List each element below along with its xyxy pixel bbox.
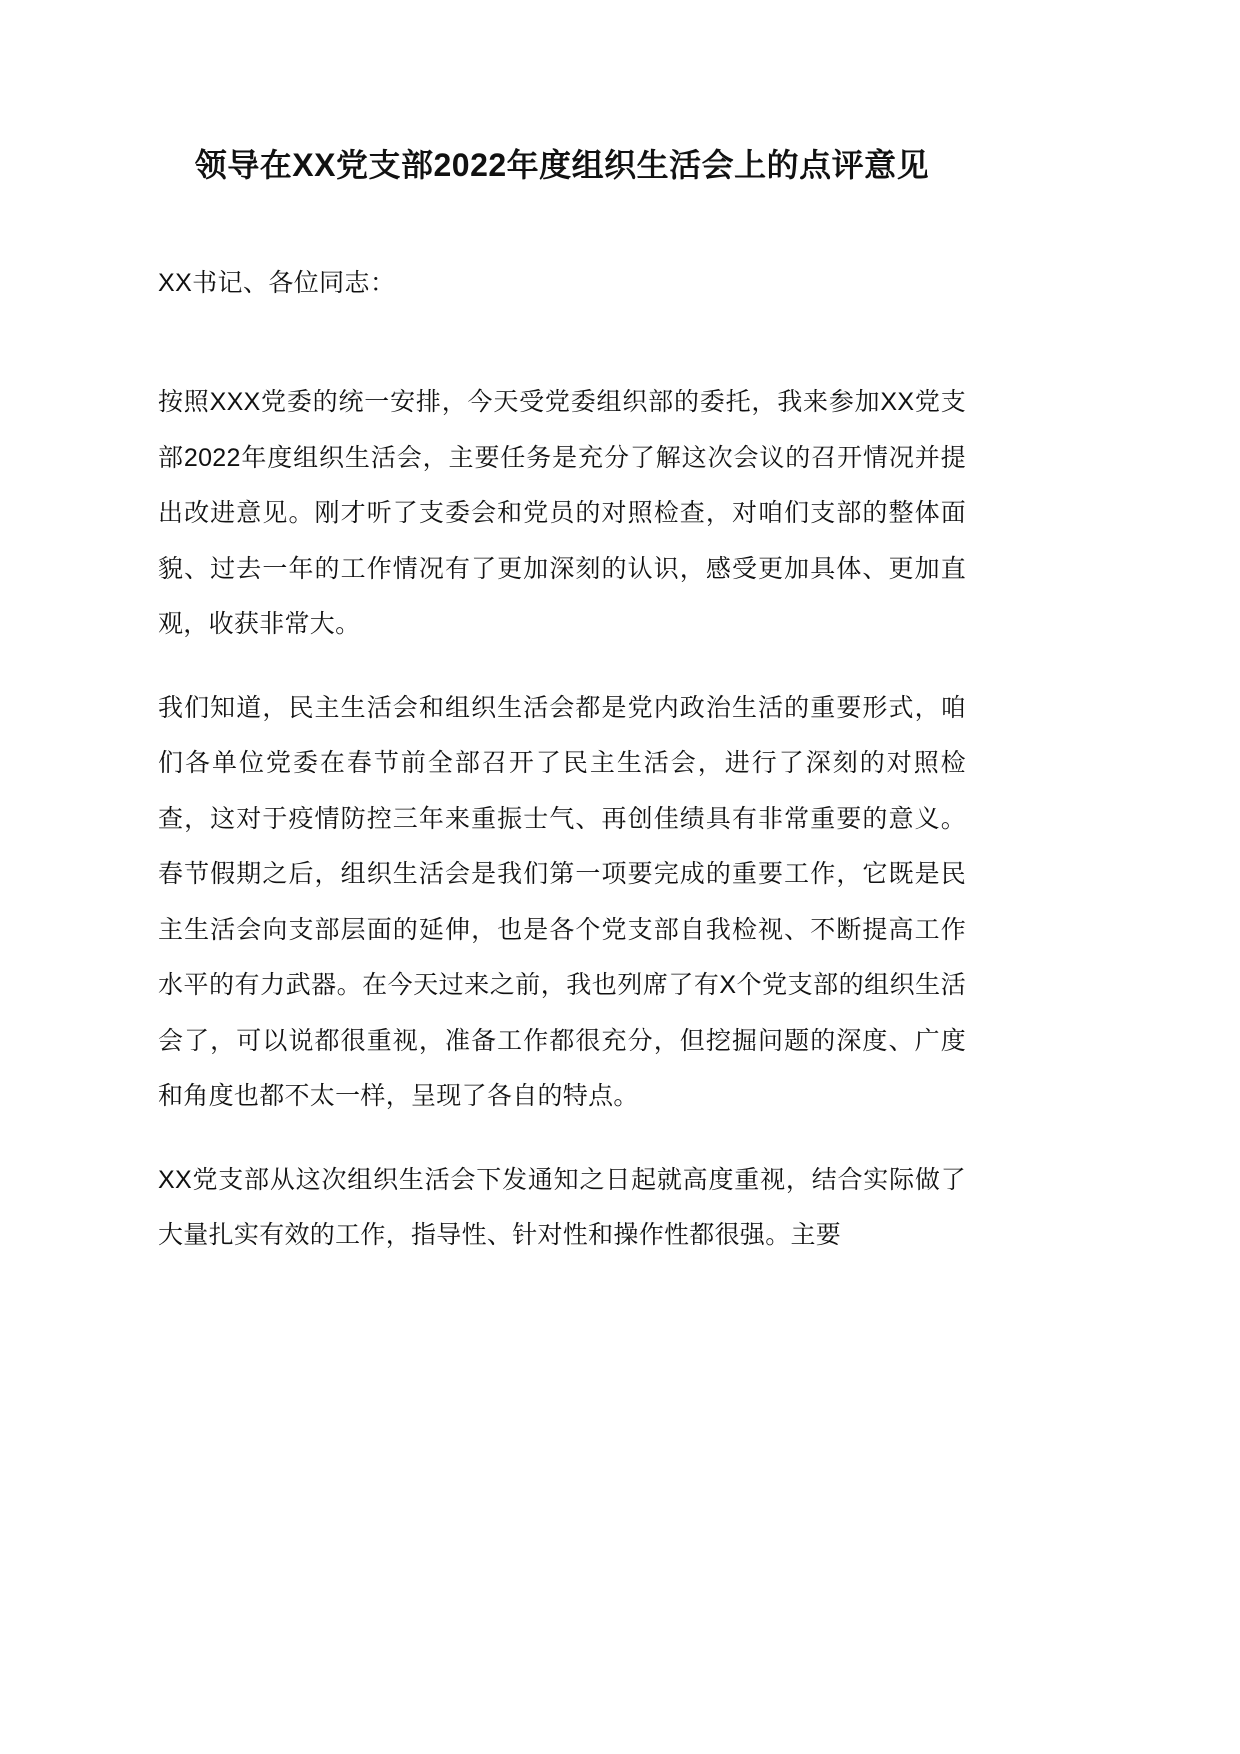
salutation-line: XX书记、各位同志： [158, 269, 396, 298]
body-paragraph-3: XX党支部从这次组织生活会下发通知之日起就高度重视，结合实际做了大量扎实有效的工作，指导性、针对性和操作性都很强。主要 [158, 1165, 966, 1250]
body-paragraph-1: 按照XXX党委的统一安排，今天受党委组织部的委托，我来参加XX党支部2022年度组织生活会，主要任务是充分了解这次会议的召开情况并提出改进意见。刚才听了支委会和党员的对照检查，对咱们支部的整体面貌、过去一年的工作情况有了更加深刻的认识，感受更加具体、更加直观，收获非常大。 [158, 388, 966, 639]
body-paragraph-2: 我们知道，民主生活会和组织生活会都是党内政治生活的重要形式，咱们各单位党委在春节前全部召开了民主生活会，进行了深刻的对照检查，这对于疫情防控三年来重振士气、再创佳绩具有非常重要的意义。春节假期之后，组织生活会是我们第一项要完成的重要工作，它既是民主生活会向支部层面的延伸，也是各个党支部自我检视、不断提高工作水平的有力武器。在今天过来之前，我也列席了有X个党支部的组织生活会了，可以说都很重视，准备工作都很充分，但挖掘问题的深度、广度和角度也都不太一样，呈现了各自的特点。 [158, 693, 966, 1111]
document-body [158, 0, 966, 1264]
page-title: 领导在XX党支部2022年度组织生活会上的点评意见 [194, 147, 930, 183]
